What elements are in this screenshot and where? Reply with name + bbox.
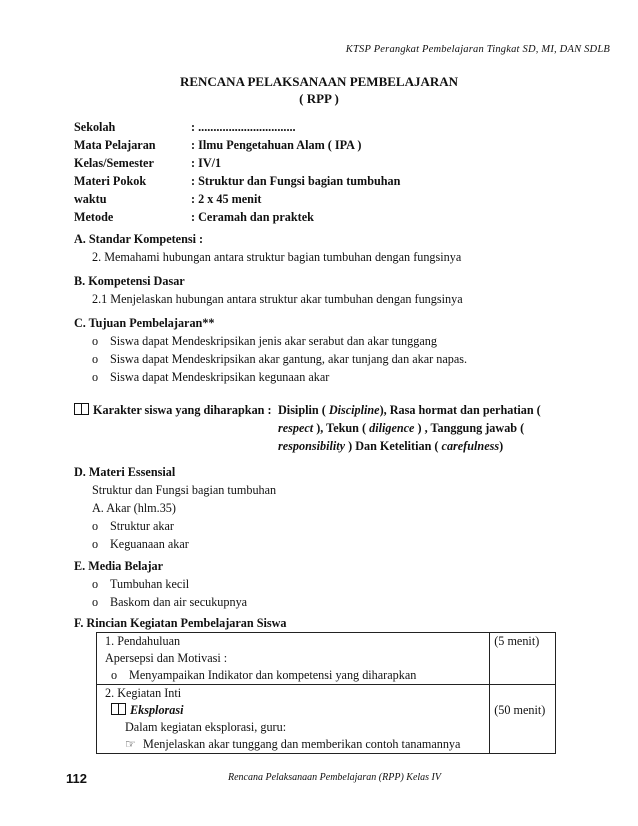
kegiatan-table bbox=[96, 632, 556, 754]
karakter-term: diligence bbox=[369, 421, 415, 435]
table-cell-time bbox=[490, 685, 556, 754]
list-item-text: Menyampaikan Indikator dan kompetensi yang diharapkan bbox=[129, 668, 417, 682]
identity-value-mapel: : Ilmu Pengetahuan Alam ( IPA ) bbox=[191, 138, 362, 152]
karakter-term: Discipline bbox=[328, 403, 380, 417]
page-number: 112 bbox=[66, 771, 87, 786]
row-title: 1. Pendahuluan bbox=[105, 634, 181, 648]
karakter-line-3 bbox=[278, 439, 503, 454]
bullet: o bbox=[92, 370, 99, 384]
list-item-text: Menjelaskan akar tunggang dan memberikan contoh tanamannya bbox=[143, 737, 461, 751]
list-item bbox=[92, 577, 189, 592]
bullet: o bbox=[92, 537, 99, 551]
section-d-line: A. Akar (hlm.35) bbox=[92, 501, 176, 515]
pointer-icon: ☞ bbox=[125, 737, 136, 751]
karakter-text: ) Dan Ketelitian ( bbox=[348, 439, 439, 453]
row-subtitle-text: Eksplorasi bbox=[130, 703, 184, 717]
identity-label-kelas: Kelas/Semester bbox=[74, 156, 154, 170]
section-a-heading: A. Standar Kompetensi : bbox=[74, 232, 204, 246]
list-item-text: Siswa dapat Mendeskripsikan jenis akar serabut dan akar tunggang bbox=[110, 334, 437, 348]
section-e-heading: E. Media Belajar bbox=[74, 559, 164, 573]
identity-value-metode: : Ceramah dan praktek bbox=[191, 210, 314, 224]
list-item bbox=[92, 370, 329, 385]
table-cell bbox=[97, 685, 490, 754]
list-item-text: Struktur akar bbox=[110, 519, 174, 533]
list-item-text: Baskom dan air secukupnya bbox=[110, 595, 248, 609]
identity-label-sekolah: Sekolah bbox=[74, 120, 116, 134]
document-title: RENCANA PELAKSANAAN PEMBELAJARAN bbox=[179, 74, 459, 89]
karakter-label bbox=[74, 403, 272, 418]
table-row bbox=[97, 685, 556, 754]
karakter-text: ) , Tanggung jawab ( bbox=[417, 421, 525, 435]
identity-label-waktu: waktu bbox=[74, 192, 107, 206]
bullet: o bbox=[92, 595, 99, 609]
bullet: o bbox=[92, 352, 99, 366]
document-subtitle: ( RPP ) bbox=[299, 91, 339, 106]
bullet: o bbox=[92, 334, 99, 348]
karakter-label-text: Karakter siswa yang diharapkan : bbox=[93, 403, 272, 417]
section-a-item: 2. Memahami hubungan antara struktur bagian tumbuhan dengan fungsinya bbox=[92, 250, 462, 264]
identity-value-waktu: : 2 x 45 menit bbox=[191, 192, 262, 206]
list-item-text: Keguanaan akar bbox=[110, 537, 189, 551]
identity-label-materi: Materi Pokok bbox=[74, 174, 147, 188]
row-title: 2. Kegiatan Inti bbox=[105, 686, 182, 700]
bullet: o bbox=[92, 519, 99, 533]
identity-value-sekolah: : ................................ bbox=[191, 120, 296, 134]
karakter-text: ), Rasa hormat dan perhatian ( bbox=[379, 403, 541, 417]
bullet: o bbox=[92, 577, 99, 591]
table-cell bbox=[97, 633, 490, 685]
bullet: o bbox=[111, 668, 118, 682]
list-item bbox=[92, 519, 174, 534]
footer-caption: Rencana Pelaksanaan Pembelajaran (RPP) Kelas IV bbox=[228, 772, 441, 783]
row-subtitle bbox=[97, 702, 489, 719]
list-item-text: Siswa dapat Mendeskripsikan akar gantung, akar tunjang dan akar napas. bbox=[110, 352, 468, 366]
time-value: (5 menit) bbox=[494, 634, 540, 648]
list-item bbox=[92, 595, 247, 610]
section-c-heading: C. Tujuan Pembelajaran** bbox=[74, 316, 215, 330]
karakter-term: respect bbox=[278, 421, 314, 435]
identity-label-mapel: Mata Pelajaran bbox=[74, 138, 156, 152]
karakter-text: Disiplin ( bbox=[278, 403, 326, 417]
running-header: KTSP Perangkat Pembelajaran Tingkat SD, MI, DAN SDLB bbox=[345, 44, 610, 55]
list-item bbox=[92, 352, 467, 367]
karakter-term: carefulness bbox=[441, 439, 500, 453]
list-item bbox=[97, 667, 489, 684]
identity-label-metode: Metode bbox=[74, 210, 114, 224]
book-icon bbox=[111, 703, 126, 715]
karakter-line-2 bbox=[278, 421, 524, 436]
book-icon bbox=[74, 403, 89, 415]
list-item-text: Tumbuhan kecil bbox=[110, 577, 190, 591]
time-value: (50 menit) bbox=[494, 703, 546, 717]
section-f-heading: F. Rincian Kegiatan Pembelajaran Siswa bbox=[74, 616, 287, 630]
karakter-text: ) bbox=[499, 439, 504, 453]
karakter-term: responsibility bbox=[278, 439, 346, 453]
identity-value-materi: : Struktur dan Fungsi bagian tumbuhan bbox=[191, 174, 401, 188]
section-b-heading: B. Kompetensi Dasar bbox=[74, 274, 185, 288]
list-item bbox=[97, 736, 489, 753]
list-item bbox=[92, 537, 189, 552]
identity-value-kelas: : IV/1 bbox=[191, 156, 222, 170]
section-d-line: Struktur dan Fungsi bagian tumbuhan bbox=[92, 483, 277, 497]
table-row bbox=[97, 633, 556, 685]
row-text: Dalam kegiatan eksplorasi, guru: bbox=[125, 720, 287, 734]
list-item-text: Siswa dapat Mendeskripsikan kegunaan akar bbox=[110, 370, 330, 384]
section-d-heading: D. Materi Essensial bbox=[74, 465, 176, 479]
karakter-text: ), Tekun ( bbox=[316, 421, 367, 435]
table-cell-time bbox=[490, 633, 556, 685]
row-subtitle: Apersepsi dan Motivasi : bbox=[105, 651, 228, 665]
karakter-line-1 bbox=[278, 403, 541, 418]
section-b-item: 2.1 Menjelaskan hubungan antara struktur akar tumbuhan dengan fungsinya bbox=[92, 292, 463, 306]
list-item bbox=[92, 334, 437, 349]
